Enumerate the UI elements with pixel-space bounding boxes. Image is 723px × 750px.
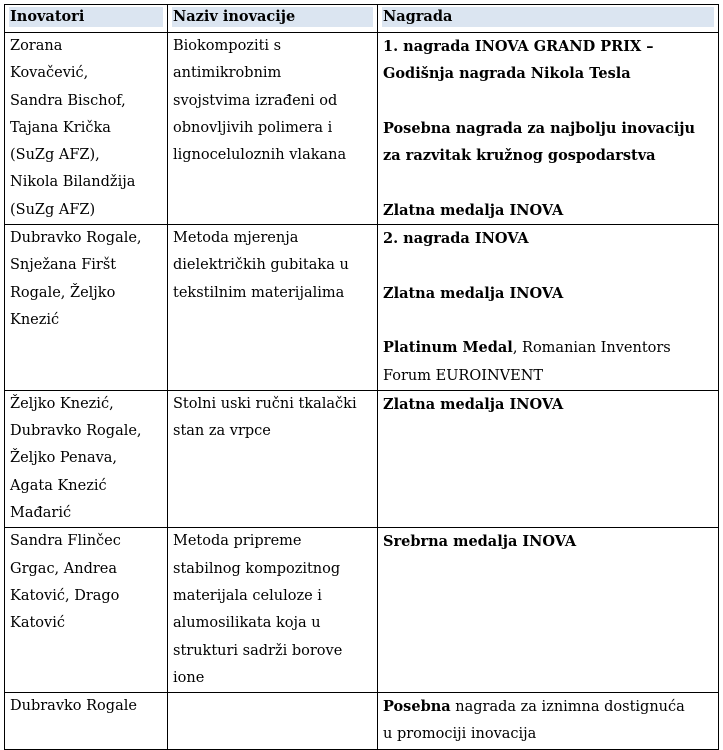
- award-line: Zlatna medalja INOVA: [383, 201, 564, 219]
- cell-inovatori: [5, 693, 168, 750]
- inovator-line: Željko Knezić,: [10, 395, 114, 412]
- header-naziv: Naziv inovacije: [172, 7, 373, 27]
- award-spacer: [383, 88, 714, 115]
- inovator-line: Dubravko Rogale: [10, 698, 137, 715]
- inovator-line: Agata Knezić: [10, 477, 107, 494]
- inovator-line: Knezić: [10, 311, 60, 328]
- cell-nagrada: [378, 693, 719, 750]
- cell-nagrada: [378, 390, 719, 527]
- table-row: [5, 225, 719, 391]
- inovator-line: Željko Penava,: [10, 450, 118, 467]
- inovator-line: Dubravko Rogale,: [10, 423, 142, 440]
- award-line: [383, 334, 714, 362]
- naziv-line: lignoceluloznih vlakana: [173, 147, 347, 164]
- naziv-line: tekstilnim materijalima: [173, 284, 345, 301]
- award-rest-part: , Romanian Inventors: [512, 340, 671, 357]
- naziv-line: Metoda mjerenja: [173, 230, 299, 247]
- naziv-line: alumosilikata koja u: [173, 615, 321, 632]
- inovator-line: Snježana Firšt: [10, 257, 117, 274]
- award-spacer: [383, 169, 714, 196]
- award-spacer: [383, 252, 714, 279]
- table-row: [5, 390, 719, 527]
- inovator-line: Kovačević,: [10, 65, 89, 82]
- award-line: [383, 693, 714, 721]
- cell-naziv: [168, 693, 378, 750]
- inovator-line: Dubravko Rogale,: [10, 230, 142, 247]
- award-line: 2. nagrada INOVA: [383, 230, 529, 248]
- cell-naziv: [168, 33, 378, 225]
- inovator-line: Sandra Flinčec: [10, 533, 121, 550]
- cell-nagrada: [378, 33, 719, 225]
- naziv-line: stabilnog kompozitnog: [173, 560, 341, 577]
- cell-naziv: [168, 225, 378, 391]
- header-cell-nagrada: [378, 5, 719, 33]
- inovator-line: Nikola Bilandžija: [10, 174, 136, 191]
- inovator-line: Katović, Drago: [10, 587, 120, 604]
- table-row: [5, 33, 719, 225]
- award-rest-part: nagrada za iznimna dostignuća: [450, 699, 685, 716]
- award-bold-part: Platinum Medal: [383, 339, 513, 357]
- naziv-line: strukturi sadrži borove: [173, 642, 343, 659]
- inovator-line: Mađarić: [10, 505, 72, 522]
- naziv-line: stan za vrpce: [173, 423, 271, 440]
- cell-inovatori: [5, 390, 168, 527]
- inovator-line: Sandra Bischof,: [10, 92, 126, 109]
- naziv-line: Biokompoziti s: [173, 38, 282, 54]
- naziv-line: Stolni uski ručni tkalački: [173, 395, 357, 412]
- award-bold-part: Posebna: [383, 698, 451, 716]
- cell-nagrada: [378, 225, 719, 391]
- naziv-line: antimikrobnim: [173, 65, 282, 82]
- inovator-line: Rogale, Željko: [10, 284, 116, 301]
- header-cell-naziv: [168, 5, 378, 33]
- award-line: Posebna nagrada za najbolju inovaciju: [383, 119, 696, 137]
- header-row: [5, 5, 719, 33]
- award-line: Forum EUROINVENT: [383, 367, 544, 384]
- naziv-line: svojstvima izrađeni od: [173, 92, 338, 109]
- inovator-line: (SuZg AFZ),: [10, 147, 100, 164]
- header-nagrada: Nagrada: [382, 7, 714, 27]
- cell-naziv: [168, 528, 378, 693]
- cell-inovatori: [5, 528, 168, 693]
- naziv-line: ione: [173, 669, 205, 686]
- award-line: Zlatna medalja INOVA: [383, 284, 564, 302]
- cell-naziv: [168, 390, 378, 527]
- cell-inovatori: [5, 33, 168, 225]
- inovator-line: (SuZg AFZ): [10, 201, 96, 218]
- awards-table: [4, 4, 719, 750]
- award-line: u promociji inovacija: [383, 726, 537, 743]
- table-row: [5, 528, 719, 693]
- naziv-line: materijala celuloze i: [173, 587, 322, 604]
- award-line: Srebrna medalja INOVA: [383, 533, 577, 551]
- award-line: za razvitak kružnog gospodarstva: [383, 147, 656, 165]
- table-row: [5, 693, 719, 750]
- cell-nagrada: [378, 528, 719, 693]
- award-spacer: [383, 307, 714, 334]
- naziv-line: Metoda pripreme: [173, 533, 302, 550]
- award-line: 1. nagrada INOVA GRAND PRIX –: [383, 38, 654, 55]
- header-inovatori: Inovatori: [9, 7, 163, 27]
- inovator-line: Katović: [10, 615, 65, 632]
- cell-inovatori: [5, 225, 168, 391]
- naziv-line: dielektričkih gubitaka u: [173, 257, 349, 274]
- award-line: Godišnja nagrada Nikola Tesla: [383, 65, 631, 83]
- inovator-line: Tajana Krička: [10, 119, 111, 136]
- naziv-line: obnovljivih polimera i: [173, 119, 333, 136]
- inovator-line: Grgac, Andrea: [10, 560, 118, 577]
- award-line: Zlatna medalja INOVA: [383, 395, 564, 413]
- header-cell-inovatori: [5, 5, 168, 33]
- inovator-line: Zorana: [10, 38, 63, 54]
